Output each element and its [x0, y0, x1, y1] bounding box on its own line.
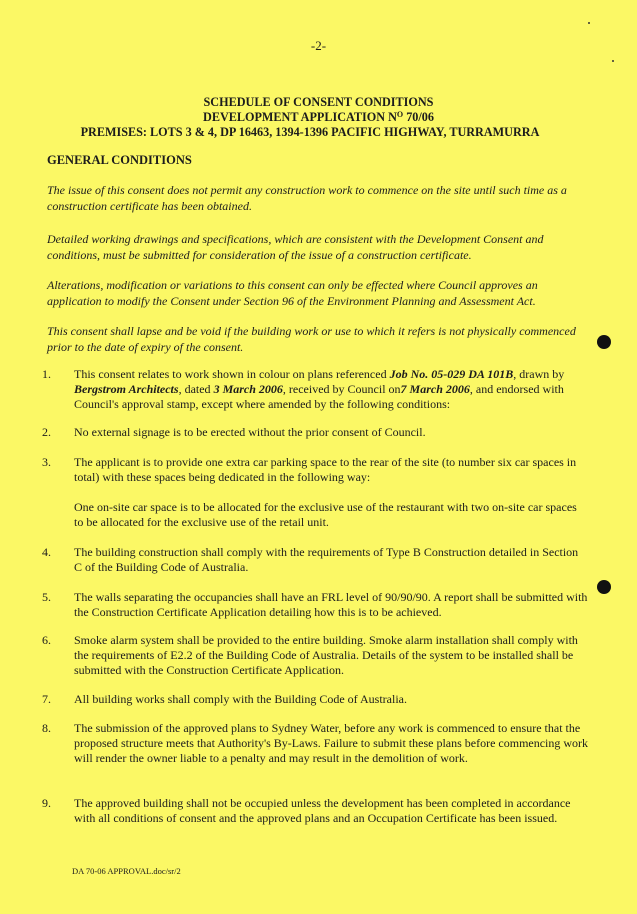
section-title: GENERAL CONDITIONS: [47, 153, 192, 167]
intro-paragraph: This consent shall lapse and be void if the building work or use to which it refers is not physically commenced prior to the date of expiry of the consent.: [47, 324, 576, 354]
condition-text-part: , received by Council on: [282, 382, 401, 396]
punch-hole-mark: [597, 335, 611, 349]
condition-text: The applicant is to provide one extra car parking space to the rear of the site (to number six car spaces in total) with these spaces being dedicated in the following way:: [74, 455, 577, 484]
condition-text: The building construction shall comply with the requirements of Type B Construction detailed in Section C of the Building Code of Australia.: [74, 545, 579, 574]
condition-text-part: , dated: [178, 382, 214, 396]
condition-text: The approved building shall not be occupied unless the development has been completed in accordance with all conditions of consent and the approved plans and an Occupation Certificate has been issued.: [74, 796, 571, 825]
condition-text: The submission of the approved plans to Sydney Water, before any work is commenced to ensure that the proposed structure meets that Authority's By-Laws. Failure to submit these plans before commencing work will render the owner liable to a penalty and may result in the demolition of work.: [74, 721, 589, 765]
condition-number: 9.: [42, 796, 51, 810]
condition-number: 3.: [42, 455, 51, 469]
application-title-suffix: 70/06: [403, 110, 434, 124]
application-title: [0, 110, 637, 125]
condition-text: One on-site car space is to be allocated for the exclusive use of the restaurant with two on-site car spaces to be allocated for the exclusive use of the retail unit.: [74, 500, 577, 529]
document-footer: DA 70-06 APPROVAL.doc/sr/2: [72, 866, 181, 876]
condition-text: All building works shall comply with the Building Code of Australia.: [74, 692, 407, 706]
condition-number: 4.: [42, 545, 51, 559]
condition-text-part: , drawn by: [513, 367, 565, 381]
intro-paragraph: The issue of this consent does not permit any construction work to commence on the site until such time as a construction certificate has been obtained.: [47, 183, 567, 213]
plan-date: 3 March 2006: [213, 382, 283, 396]
condition-text: [74, 367, 589, 412]
scan-speck: [588, 22, 590, 24]
punch-hole-mark: [597, 580, 611, 594]
plan-reference: Job No. 05-029 DA 101B: [389, 367, 514, 381]
received-date: 7 March 2006: [400, 382, 470, 396]
scan-speck: [612, 60, 614, 62]
condition-text: Smoke alarm system shall be provided to the entire building. Smoke alarm installation shall comply with the requirements of E2.2 of the Building Code of Australia. Details of the system to be installed shall be submitted with the Construction Certificate Application.: [74, 633, 578, 677]
intro-paragraph: Alterations, modification or variations to this consent can only be effected where Council approves an application to modify the Consent under Section 96 of the Environment Planning and Assessment Act.: [47, 278, 538, 308]
condition-number: 8.: [42, 721, 51, 735]
condition-number: 7.: [42, 692, 51, 706]
condition-number: 2.: [42, 425, 51, 439]
schedule-title: SCHEDULE OF CONSENT CONDITIONS: [203, 95, 434, 109]
condition-number: 1.: [42, 367, 51, 381]
condition-number: 6.: [42, 633, 51, 647]
application-title-superscript: O: [396, 110, 404, 119]
condition-number: 5.: [42, 590, 51, 604]
page-number: -2-: [310, 38, 327, 53]
intro-paragraph: Detailed working drawings and specifications, which are consistent with the Development Consent and conditions, must be submitted for consideration of the issue of a construction certificate.: [47, 232, 544, 262]
condition-text-part: , and endorsed with Council's approval stamp, except where amended by the following conditions:: [74, 382, 564, 411]
condition-text-part: This consent relates to work shown in colour on plans referenced: [74, 367, 390, 381]
condition-text: The walls separating the occupancies shall have an FRL level of 90/90/90. A report shall be submitted with the Construction Certificate Application detailing how this is to be achieved.: [74, 590, 588, 619]
application-title-prefix: DEVELOPMENT APPLICATION N: [203, 110, 397, 124]
premises-title: PREMISES: LOTS 3 & 4, DP 16463, 1394-1396 PACIFIC HIGHWAY, TURRAMURRA: [80, 125, 540, 139]
condition-text: No external signage is to be erected without the prior consent of Council.: [74, 425, 426, 439]
architect-name: Bergstrom Architects: [74, 382, 179, 396]
